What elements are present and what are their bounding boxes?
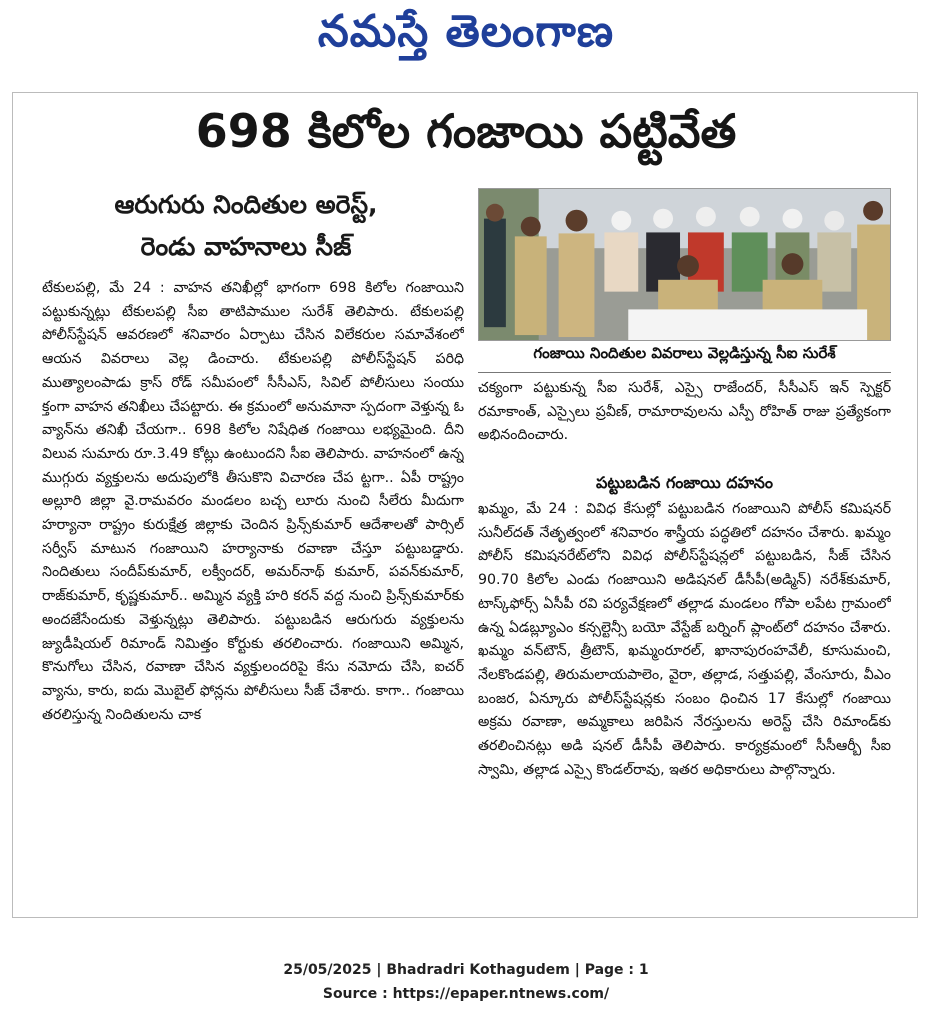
right-column-bottom-text <box>478 498 891 916</box>
footer-source-link[interactable]: Source : https://epaper.ntnews.com/ <box>322 986 610 1002</box>
right-column-top-text <box>478 377 891 473</box>
photo-illustration <box>479 189 890 340</box>
press-conference-photo <box>478 188 891 341</box>
article-headline: 698 కిలోల గంజాయి పట్టివేత <box>195 104 737 158</box>
subheadline-line-1: ఆరుగురు నిందితుల అరెస్ట్, <box>114 190 378 219</box>
left-column-paragraph: టేకులపల్లి, మే 24 : వాహన తనిఖీల్లో భాగంగా 698 కిలోల గంజాయిని పట్టుకున్నట్లు టేకులపల్లి సీఐ తాటిపాముల సురేశ్ తెలిపారు. టేకులపల్లి పోలీస్‌స్టేషన్ ఆవరణలో శనివారం ఏర్పాటు చేసిన విలేకరుల సమావేశంలో ఆయన వివరాలు వెల్ల డించారు. టేకులపల్లి పోలీస్‌స్టేషన్ పరిధి ముత్యాలంపాడు క్రాస్ రోడ్ సమీపంలో సీసీఎస్, సివిల్ పోలీసులు సంయు క్తంగా వాహన తనిఖీలు చేపట్టారు. ఈ క్రమంలో అనుమానా స్పదంగా వెళ్తున్న ఓ వ్యాన్‌ను తనిఖీ చేయగా.. 698 కిలోల నిషేధిత గంజాయి లభ్యమైంది. దీని విలువ సుమారు రూ.3.49 కోట్లు ఉంటుందని సీఐ తెలిపారు. వాహనంలో ఉన్న ముగ్గురు వ్యక్తులను అదుపులోకి తీసుకొని విచారణ చేప ట్టగా.. ఏపీ రాష్ట్రం అల్లూరి జిల్లా వై.రామవరం మండలం బచ్చ లూరు నుంచి సీలేరు మీదుగా హర్యానా రాష్ట్రం కురుక్షేత్ర జిల్లాకు చెందిన ప్రిన్స్‌కుమార్ ఆదేశాలతో పార్సిల్ సర్వీస్ మాటున గంజాయిని హర్యానాకు రవాణా చేస్తూ పట్టుబడ్డారు. నిందితులు సందీప్‌కుమార్, లక్వీందర్, అమర్‌నాథ్ కుమార్, పవన్‌కుమార్, రాజ్‌కుమార్, కృష్ణకుమార్.. అమ్మిన వ్యక్తి హరి కరన్ వద్ద నుంచి ప్రిన్స్‌కుమార్‌కు అందజేసేందుకు వెళ్తున్నట్లు తెలిపారు. పట్టుబడిన ఆరుగురు వ్యక్తులను జ్యుడీషియల్ రిమాండ్ నిమిత్తం కోర్టుకు తరలించారు. గంజాయిని అమ్మిన, కొనుగోలు చేసిన, రవాణా చేసిన వ్యక్తులందరిపై కేసు నమోదు చేసి, ఐచర్ వ్యాను, కారు, ఐదు మొబైల్ ఫోన్లను పోలీసులు సీజ్ చేశారు. కాగా.. గంజాయి తరలిస్తున్న నిందితులను చాక <box>42 280 464 723</box>
caption-divider <box>478 372 891 373</box>
footer-date-edition: 25/05/2025 | Bhadradri Kothagudem | Page : 1 <box>283 962 649 978</box>
photo-caption: గంజాయి నిందితుల వివరాలు వెల్లడిస్తున్న సీఐ సురేశ్ <box>533 344 836 362</box>
right-column-bottom-paragraph: ఖమ్మం, మే 24 : వివిధ కేసుల్లో పట్టుబడిన గంజాయిని పోలీస్ కమిషనర్ సునీల్‌దత్ నేతృత్వంలో శనివారం శాస్త్రీయ పద్ధతిలో దహనం చేశారు. ఖమ్మం పోలీస్ కమిషనరేట్‌లోని వివిధ పోలీస్‌స్టేషన్లలో పట్టుబడిన, సీజ్ చేసిన 90.70 కిలోల ఎండు గంజాయిని అడిషనల్ డీసీపీ(అడ్మిన్) నరేశ్‌కుమార్, టాస్క్‌ఫోర్స్ ఏసీపీ రవి పర్యవేక్షణలో తల్లాడ మండలం గోపా లపేట గ్రామంలో ఉన్న ఏడబ్ల్యూఎం కన్సల్టెన్సీ బయో వేస్టేజ్ బర్నింగ్ ప్లాంట్‌లో దహనం చేశారు. ఖమ్మం వన్‌టౌన్, త్రీటౌన్, ఖమ్మంరూరల్, ఖానాపురంహవేలీ, కూసుమంచి, నేలకొండపల్లి, తిరుమలాయపాలెం, వైరా, తల్లాడ, సత్తుపల్లి, వేంసూరు, వీఎం బంజర, ఏన్కూరు పోలీస్‌స్టేషన్లకు సంబం ధించిన 17 కేసుల్లో గంజాయి అక్రమ రవాణా, అమ్మకాలు జరిపిన నేరస్తులను అరెస్ట్ చేసి రిమాండ్‌కు తరలించినట్లు అడి షనల్ డీసీపీ తెలిపారు. కార్యక్రమంలో సీసీఆర్బీ సీఐ స్వామి, తల్లాడ ఎస్సై కొండల్‌రావు, ఇతర అధికారులు పాల్గొన్నారు. <box>478 501 891 778</box>
right-column-top-paragraph: చక్యంగా పట్టుకున్న సీఐ సురేశ్, ఎస్సై రాజేందర్, సీసీఎస్ ఇన్ స్పెక్టర్ రమాకాంత్, ఎస్సైలు ప్రవీణ్, రామారావులను ఎస్పీ రోహిత్ రాజు ప్రత్యేకంగా అభినందించారు. <box>478 380 891 444</box>
left-column-text <box>42 277 464 914</box>
subheadline-line-2: రెండు వాహనాలు సీజ్ <box>140 232 352 261</box>
section-title: పట్టుబడిన గంజాయి దహనం <box>596 473 773 492</box>
newspaper-masthead: నమస్తే తెలంగాణ <box>317 6 615 57</box>
